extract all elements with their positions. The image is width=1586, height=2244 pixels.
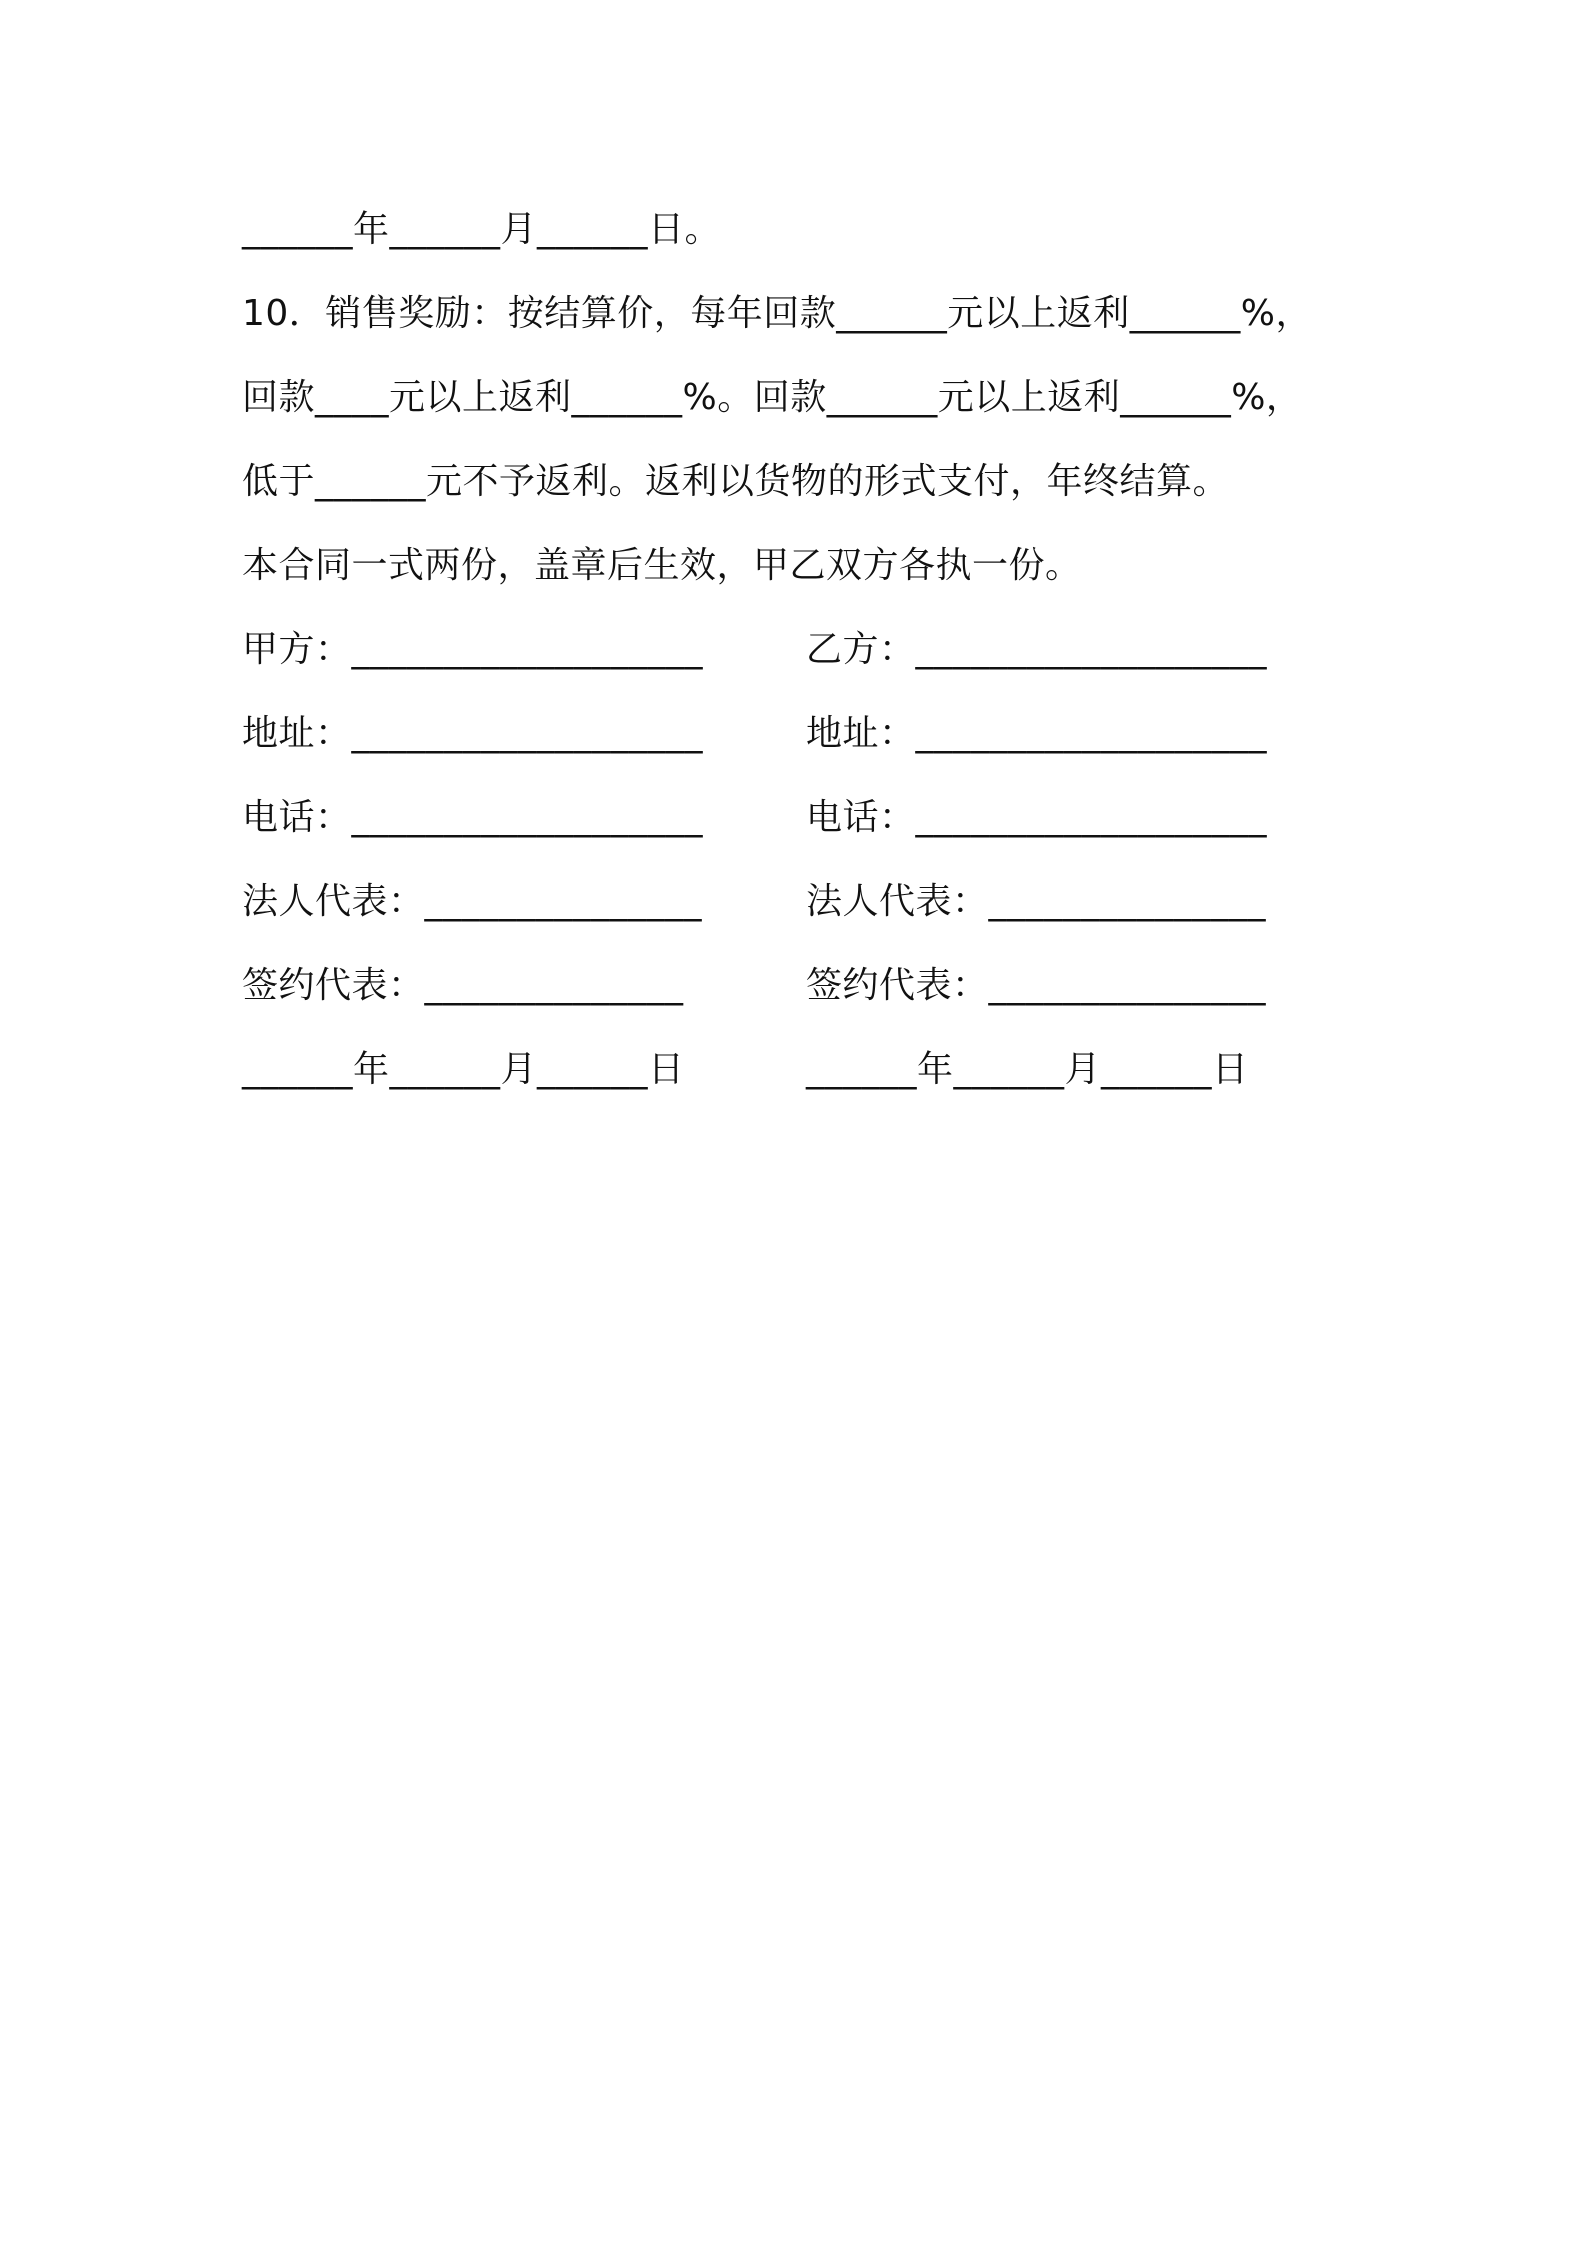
party-b-date-field: ______年______月______日 <box>806 1049 1249 1090</box>
party-a-signing-rep-field: 签约代表：______________ <box>242 965 684 1006</box>
party-b-legal-rep-field: 法人代表：_______________ <box>806 881 1267 922</box>
date-line-top: ______年______月______日。 <box>242 209 722 250</box>
party-b-field: 乙方：___________________ <box>806 629 1268 670</box>
copies-statement: 本合同一式两份，盖章后生效，甲乙双方各执一份。 <box>242 545 1082 586</box>
party-b-phone-field: 电话：___________________ <box>806 797 1268 838</box>
party-a-field: 甲方：___________________ <box>242 629 704 670</box>
clause-10-line-2: 回款____元以上返利______%。回款______元以上返利______%， <box>242 377 1303 418</box>
party-a-phone-field: 电话：___________________ <box>242 797 704 838</box>
party-a-legal-rep-field: 法人代表：_______________ <box>242 881 703 922</box>
party-a-date-field: ______年______月______日 <box>242 1049 685 1090</box>
party-b-address-field: 地址：___________________ <box>806 713 1268 754</box>
clause-10-line-1: 10．销售奖励：按结算价，每年回款______元以上返利______%， <box>242 293 1313 334</box>
clause-10-line-3: 低于______元不予返利。返利以货物的形式支付，年终结算。 <box>242 461 1230 502</box>
party-a-address-field: 地址：___________________ <box>242 713 704 754</box>
party-b-signing-rep-field: 签约代表：_______________ <box>806 965 1267 1006</box>
